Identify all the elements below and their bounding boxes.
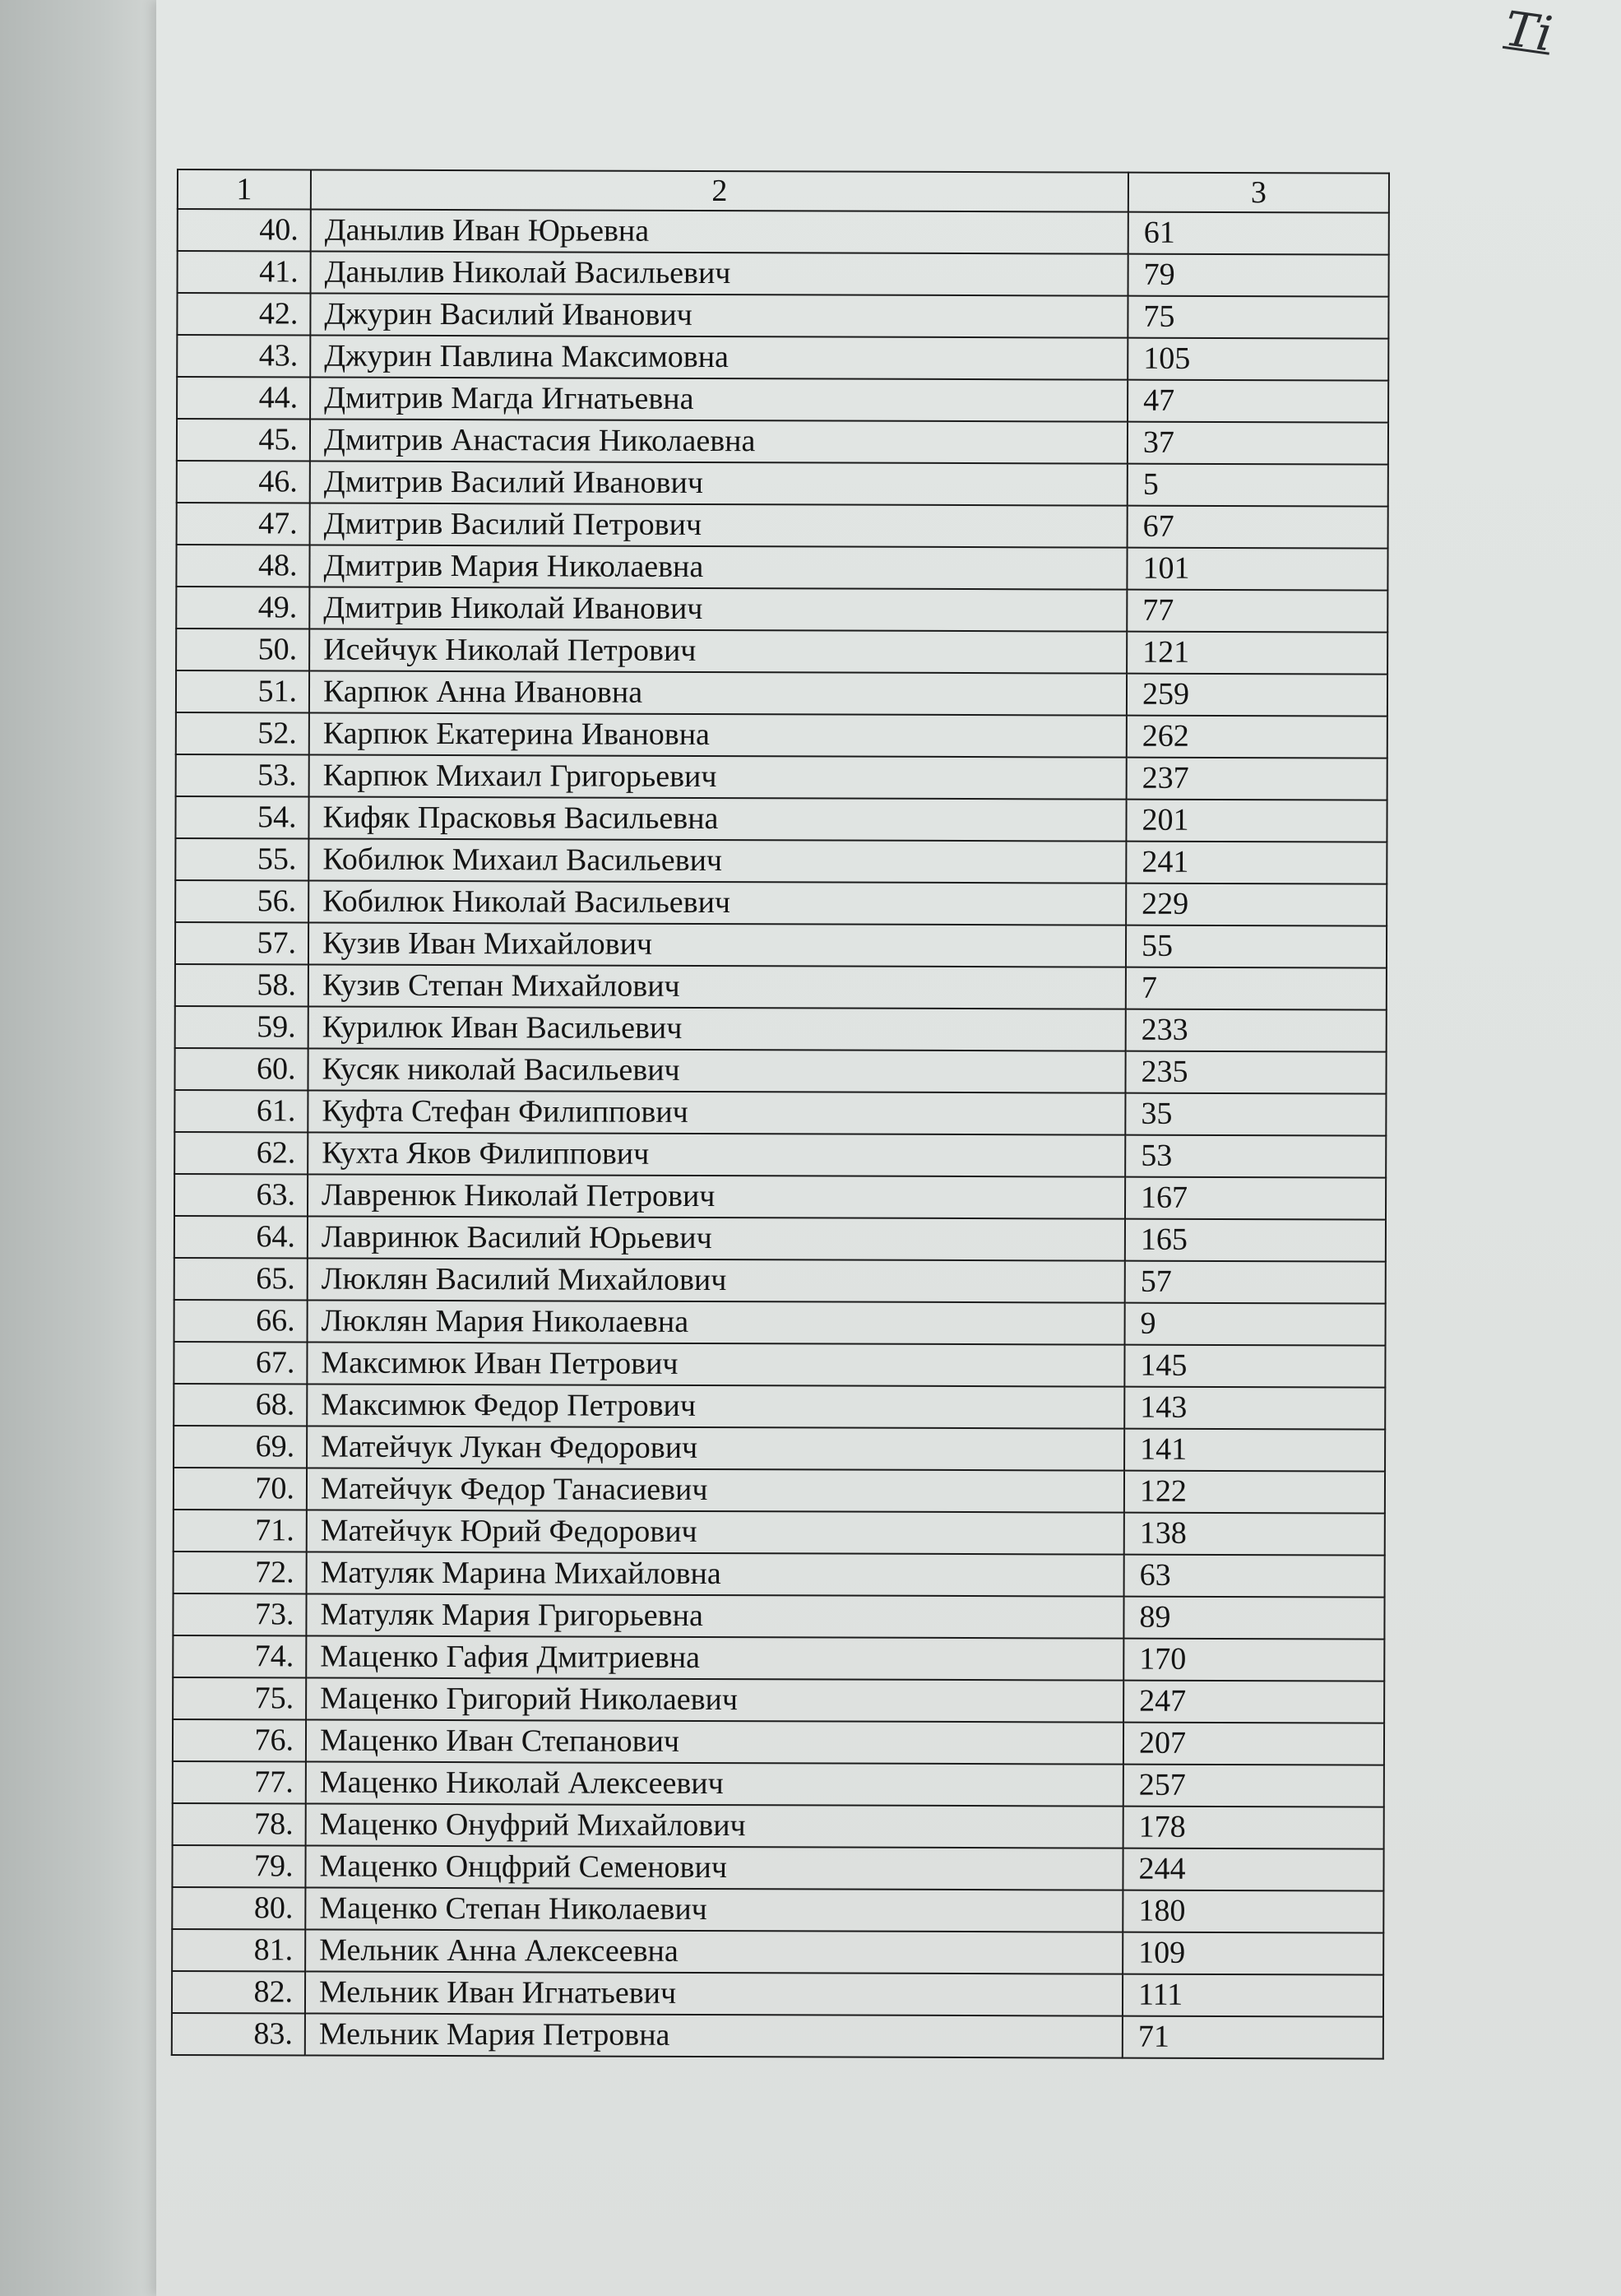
row-number-cell: 79.	[172, 1845, 305, 1888]
row-number-cell: 59.	[175, 1006, 308, 1049]
table-row	[174, 1426, 1385, 1472]
value-cell: 57	[1125, 1261, 1386, 1304]
value-cell: 121	[1127, 632, 1387, 675]
table-row	[174, 1090, 1386, 1136]
name-cell: Дмитрив Николай Иванович	[309, 587, 1127, 632]
value-cell: 89	[1123, 1597, 1384, 1640]
table-row	[175, 796, 1387, 842]
table-row	[172, 1929, 1383, 1975]
table-row	[175, 1006, 1387, 1052]
value-cell: 75	[1128, 296, 1388, 339]
value-cell: 237	[1127, 758, 1387, 800]
value-cell: 233	[1126, 1009, 1387, 1052]
table-row	[177, 461, 1388, 507]
row-number-cell: 76.	[173, 1719, 306, 1762]
row-number-cell: 58.	[175, 964, 308, 1007]
value-cell: 141	[1124, 1429, 1385, 1472]
row-number-cell: 78.	[173, 1803, 306, 1846]
name-cell: Матейчук Федор Танасиевич	[307, 1468, 1124, 1513]
row-number-cell: 65.	[174, 1258, 308, 1301]
table-row	[177, 419, 1388, 465]
value-cell: 247	[1123, 1681, 1384, 1723]
row-number-cell: 54.	[175, 796, 308, 839]
row-number-cell: 48.	[176, 545, 309, 587]
name-cell: Дмитрив Анастасия Николаевна	[310, 420, 1128, 464]
name-cell: Данылив Иван Юрьевна	[311, 210, 1128, 254]
value-cell: 259	[1127, 674, 1387, 717]
table-row	[176, 629, 1387, 675]
table-row	[177, 293, 1388, 339]
name-cell: Кусяк николай Васильевич	[308, 1049, 1125, 1093]
table-row	[173, 1635, 1384, 1681]
row-number-cell: 42.	[177, 293, 310, 336]
table-header-row	[178, 169, 1389, 213]
value-cell: 111	[1123, 1974, 1383, 2017]
table-row	[175, 838, 1387, 884]
table-row	[173, 1677, 1384, 1723]
table-row	[174, 1510, 1385, 1556]
name-cell: Матуляк Марина Михайловна	[307, 1552, 1124, 1597]
value-cell: 241	[1126, 842, 1387, 884]
row-number-cell: 64.	[174, 1216, 308, 1259]
value-cell: 201	[1126, 800, 1387, 842]
value-cell: 109	[1123, 1932, 1383, 1975]
name-cell: Дмитрив Василий Петрович	[310, 503, 1128, 548]
row-number-cell: 71.	[174, 1510, 307, 1552]
name-cell: Дмитрив Магда Игнатьевна	[310, 378, 1128, 422]
row-number-cell: 47.	[177, 503, 310, 545]
name-cell: Люклян Мария Николаевна	[308, 1301, 1125, 1345]
row-number-cell: 55.	[175, 838, 308, 881]
name-cell: Джурин Павлина Максимовна	[310, 336, 1128, 380]
name-cell: Джурин Василий Иванович	[310, 294, 1128, 338]
table-row	[175, 880, 1387, 926]
table-row	[172, 1887, 1383, 1933]
value-cell: 138	[1124, 1513, 1385, 1556]
value-cell: 79	[1128, 254, 1389, 297]
value-cell: 170	[1123, 1639, 1384, 1681]
row-number-cell: 77.	[173, 1761, 306, 1804]
register-table	[171, 169, 1390, 2060]
name-cell: Маценко Онцфрий Семенович	[305, 1846, 1123, 1890]
table-row	[172, 1845, 1383, 1891]
value-cell: 143	[1124, 1387, 1385, 1430]
name-cell: Кузив Иван Михайлович	[308, 923, 1126, 967]
name-cell: Кузив Степан Михайлович	[308, 965, 1126, 1009]
column-header-2: 2	[311, 170, 1128, 212]
row-number-cell: 63.	[174, 1174, 308, 1217]
name-cell: Максимюк Федор Петрович	[307, 1385, 1124, 1429]
table-row	[176, 670, 1387, 717]
value-cell: 180	[1123, 1890, 1383, 1933]
row-number-cell: 66.	[174, 1300, 308, 1343]
name-cell: Карпюк Михаил Григорьевич	[309, 755, 1127, 800]
row-number-cell: 68.	[174, 1384, 307, 1426]
table-row	[174, 1342, 1385, 1388]
row-number-cell: 62.	[174, 1132, 308, 1175]
name-cell: Максимюк Иван Петрович	[307, 1343, 1124, 1387]
value-cell: 229	[1126, 884, 1387, 926]
name-cell: Данылив Николай Васильевич	[311, 252, 1128, 296]
table-row	[173, 1719, 1384, 1765]
value-cell: 122	[1124, 1471, 1385, 1514]
table-row	[173, 1593, 1384, 1640]
row-number-cell: 83.	[172, 2013, 305, 2056]
value-cell: 145	[1124, 1345, 1385, 1388]
name-cell: Матуляк Мария Григорьевна	[306, 1594, 1123, 1639]
value-cell: 61	[1128, 212, 1389, 255]
value-cell: 63	[1124, 1555, 1385, 1598]
row-number-cell: 73.	[173, 1593, 306, 1636]
value-cell: 9	[1125, 1303, 1386, 1346]
name-cell: Маценко Иван Степанович	[306, 1720, 1123, 1765]
name-cell: Маценко Степан Николаевич	[305, 1888, 1123, 1932]
row-number-cell: 46.	[177, 461, 310, 503]
name-cell: Мельник Анна Алексеевна	[305, 1930, 1123, 1974]
value-cell: 53	[1125, 1135, 1386, 1178]
name-cell: Дмитрив Василий Иванович	[310, 462, 1128, 506]
name-cell: Кобилюк Михаил Васильевич	[308, 839, 1126, 884]
name-cell: Лавринюк Василий Юрьевич	[308, 1217, 1125, 1261]
value-cell: 71	[1123, 2016, 1383, 2059]
table-row	[174, 1048, 1386, 1094]
table-row	[177, 335, 1388, 381]
row-number-cell: 69.	[174, 1426, 307, 1468]
value-cell: 167	[1125, 1177, 1386, 1220]
name-cell: Маценко Гафия Дмитриевна	[306, 1636, 1123, 1681]
value-cell: 178	[1123, 1807, 1384, 1849]
table-row	[176, 754, 1387, 800]
table-row	[174, 1216, 1386, 1262]
value-cell: 101	[1127, 548, 1387, 591]
value-cell: 55	[1126, 925, 1387, 968]
row-number-cell: 51.	[176, 670, 309, 713]
row-number-cell: 53.	[176, 754, 309, 797]
table-row	[176, 587, 1387, 633]
name-cell: Маценко Григорий Николаевич	[306, 1678, 1123, 1723]
table-row	[173, 1761, 1384, 1807]
value-cell: 5	[1128, 464, 1388, 507]
row-number-cell: 40.	[178, 209, 311, 252]
name-cell: Кухта Яков Филиппович	[308, 1133, 1125, 1177]
table-row	[174, 1174, 1386, 1220]
table-row	[173, 1803, 1384, 1849]
column-header-3: 3	[1128, 173, 1389, 213]
name-cell: Матейчук Юрий Федорович	[307, 1510, 1124, 1555]
value-cell: 47	[1128, 380, 1388, 423]
value-cell: 7	[1126, 967, 1387, 1010]
name-cell: Кифяк Прасковья Васильевна	[308, 797, 1126, 842]
row-number-cell: 56.	[175, 880, 308, 923]
table-row	[177, 377, 1388, 423]
table-row	[174, 1258, 1386, 1304]
name-cell: Маценко Онуфрий Михайлович	[306, 1804, 1123, 1848]
value-cell: 105	[1128, 338, 1388, 381]
table-row	[176, 712, 1387, 758]
table-row	[172, 2013, 1383, 2059]
row-number-cell: 45.	[177, 419, 310, 462]
row-number-cell: 44.	[177, 377, 310, 420]
name-cell: Куфта Стефан Филиппович	[308, 1091, 1125, 1135]
row-number-cell: 52.	[176, 712, 309, 755]
name-cell: Курилюк Иван Васильевич	[308, 1007, 1126, 1051]
name-cell: Кобилюк Николай Васильевич	[308, 881, 1126, 925]
name-cell: Мельник Мария Петровна	[305, 2014, 1123, 2058]
value-cell: 37	[1128, 422, 1388, 465]
row-number-cell: 74.	[173, 1635, 306, 1678]
handwritten-corner-mark: Ті	[1501, 0, 1556, 63]
name-cell: Исейчук Николай Петрович	[309, 629, 1127, 674]
row-number-cell: 82.	[172, 1971, 305, 2014]
name-cell: Карпюк Екатерина Ивановна	[309, 713, 1127, 758]
table-row	[174, 1132, 1386, 1178]
column-header-1: 1	[178, 169, 311, 210]
row-number-cell: 80.	[172, 1887, 305, 1930]
row-number-cell: 43.	[177, 335, 310, 378]
name-cell: Дмитрив Мария Николаевна	[309, 545, 1127, 590]
row-number-cell: 50.	[176, 629, 309, 671]
table-row	[175, 964, 1387, 1010]
value-cell: 207	[1123, 1723, 1384, 1765]
table-row	[178, 209, 1389, 255]
value-cell: 35	[1125, 1093, 1386, 1136]
row-number-cell: 67.	[174, 1342, 307, 1385]
row-number-cell: 72.	[174, 1552, 307, 1594]
row-number-cell: 60.	[174, 1048, 308, 1091]
row-number-cell: 49.	[176, 587, 309, 629]
name-cell: Матейчук Лукан Федорович	[307, 1426, 1124, 1471]
table-row	[174, 1468, 1385, 1514]
row-number-cell: 70.	[174, 1468, 307, 1510]
name-cell: Мельник Иван Игнатьевич	[305, 1972, 1123, 2016]
table-row	[178, 251, 1389, 297]
name-cell: Маценко Николай Алексеевич	[306, 1762, 1123, 1807]
row-number-cell: 57.	[175, 922, 308, 965]
value-cell: 244	[1123, 1848, 1383, 1891]
row-number-cell: 61.	[174, 1090, 308, 1133]
value-cell: 77	[1127, 590, 1387, 633]
value-cell: 235	[1125, 1051, 1386, 1094]
name-cell: Люклян Василий Михайлович	[308, 1259, 1125, 1303]
name-cell: Карпюк Анна Ивановна	[309, 671, 1127, 716]
table-row	[172, 1971, 1383, 2017]
scan-edge	[0, 0, 164, 2296]
table-row	[174, 1552, 1385, 1598]
value-cell: 67	[1128, 506, 1388, 549]
table-row	[176, 545, 1387, 591]
name-cell: Лавренюк Николай Петрович	[308, 1175, 1125, 1219]
table-row	[175, 922, 1387, 968]
table-row	[174, 1300, 1386, 1346]
value-cell: 165	[1125, 1219, 1386, 1262]
table-row	[174, 1384, 1385, 1430]
row-number-cell: 41.	[178, 251, 311, 294]
row-number-cell: 81.	[172, 1929, 305, 1972]
value-cell: 262	[1127, 716, 1387, 758]
row-number-cell: 75.	[173, 1677, 306, 1720]
register-table-body	[172, 169, 1389, 2059]
table-row	[177, 503, 1388, 549]
value-cell: 257	[1123, 1765, 1384, 1807]
